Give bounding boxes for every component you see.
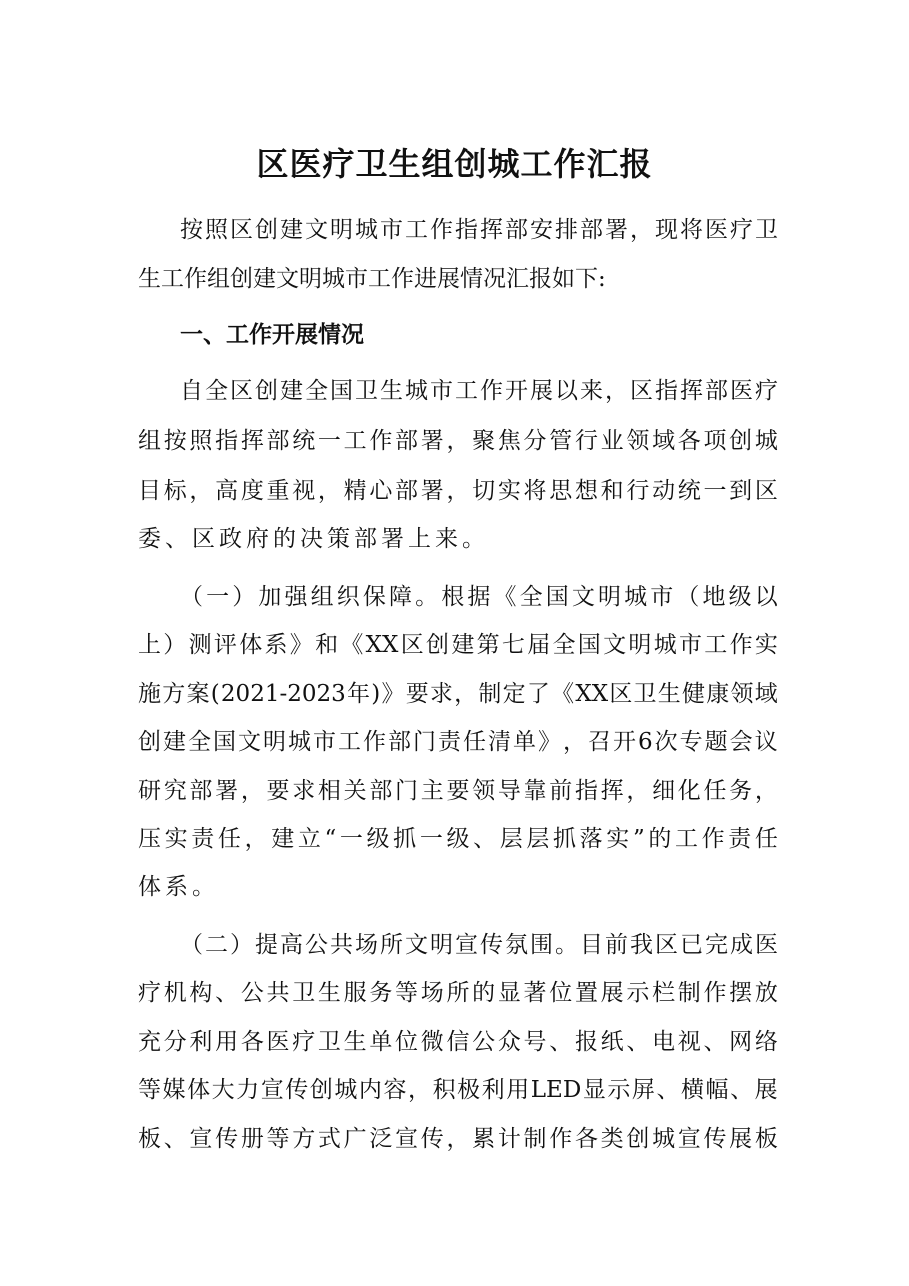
paragraph-line: 充 分 利 用 各 医 疗 卫 生 单 位 微 信 公 众 号 、 报 纸 、 电 视 、 网 络 <box>138 1029 778 1055</box>
paragraph-line: 等 媒 体 大 力 宣 传 创 城 内 容 ， 积 极 利 用 LED 显 示 屏 、 横 幅 、 展 <box>138 1077 778 1103</box>
section-heading: 一、工作开展情况 <box>180 321 364 348</box>
paragraph-line: 体系。 <box>138 874 219 900</box>
paragraph-line: 研 究 部 署 ， 要 求 相 关 部 门 主 要 领 导 靠 前 指 挥 ， 细 化 任 务 ， <box>138 778 778 804</box>
paragraph-line: 疗 机 构 、 公 共 卫 生 服 务 等 场 所 的 显 著 位 置 展 示 栏 制 作 摆 放 <box>138 980 778 1006</box>
paragraph-line: 委、区政府的决策部署上来。 <box>138 526 489 552</box>
paragraph-line: （ 一 ） 加 强 组 织 保 障 。 根 据 《 全 国 文 明 城 市 （ 地 级 以 <box>180 584 778 610</box>
paragraph-line: 按 照 区 创 建 文 明 城 市 工 作 指 挥 部 安 排 部 署 ， 现 将 医 疗 卫 <box>180 217 778 243</box>
paragraph-line: 板 、 宣 传 册 等 方 式 广 泛 宣 传 ， 累 计 制 作 各 类 创 城 宣 传 展 板 <box>138 1126 778 1152</box>
paragraph-line: 创 建 全 国 文 明 城 市 工 作 部 门 责 任 清 单 》 ， 召 开 6 次 专 题 会 议 <box>138 729 778 755</box>
paragraph-line: 生工作组创建文明城市工作进展情况汇报如下: <box>138 266 606 292</box>
paragraph-line: 自 全 区 创 建 全 国 卫 生 城 市 工 作 开 展 以 来 ， 区 指 挥 部 医 疗 <box>180 378 778 404</box>
document-title: 区医疗卫生组创城工作汇报 <box>256 145 653 183</box>
paragraph-line: 上 ） 测 评 体 系 》 和 《 XX 区 创 建 第 七 届 全 国 文 明 城 市 工 作 实 <box>138 632 778 658</box>
paragraph-line: 压 实 责 任 ， 建 立 “ 一 级 抓 一 级 、 层 层 抓 落 实 ” 的 工 作 责 任 <box>138 826 778 852</box>
paragraph-line: （ 二 ） 提 高 公 共 场 所 文 明 宣 传 氛 围 。 目 前 我 区 已 完 成 医 <box>180 932 778 958</box>
paragraph-line: 目 标 ， 高 度 重 视 ， 精 心 部 署 ， 切 实 将 思 想 和 行 动 统 一 到 区 <box>138 478 778 504</box>
paragraph-line: 组 按 照 指 挥 部 统 一 工 作 部 署 ， 聚 焦 分 管 行 业 领 域 各 项 创 城 <box>138 428 778 454</box>
paragraph-line: 施 方 案 ( 2021-2023 年 ) 》 要 求 ， 制 定 了 《 XX 区 卫 生 健 康 领 域 <box>138 681 778 707</box>
